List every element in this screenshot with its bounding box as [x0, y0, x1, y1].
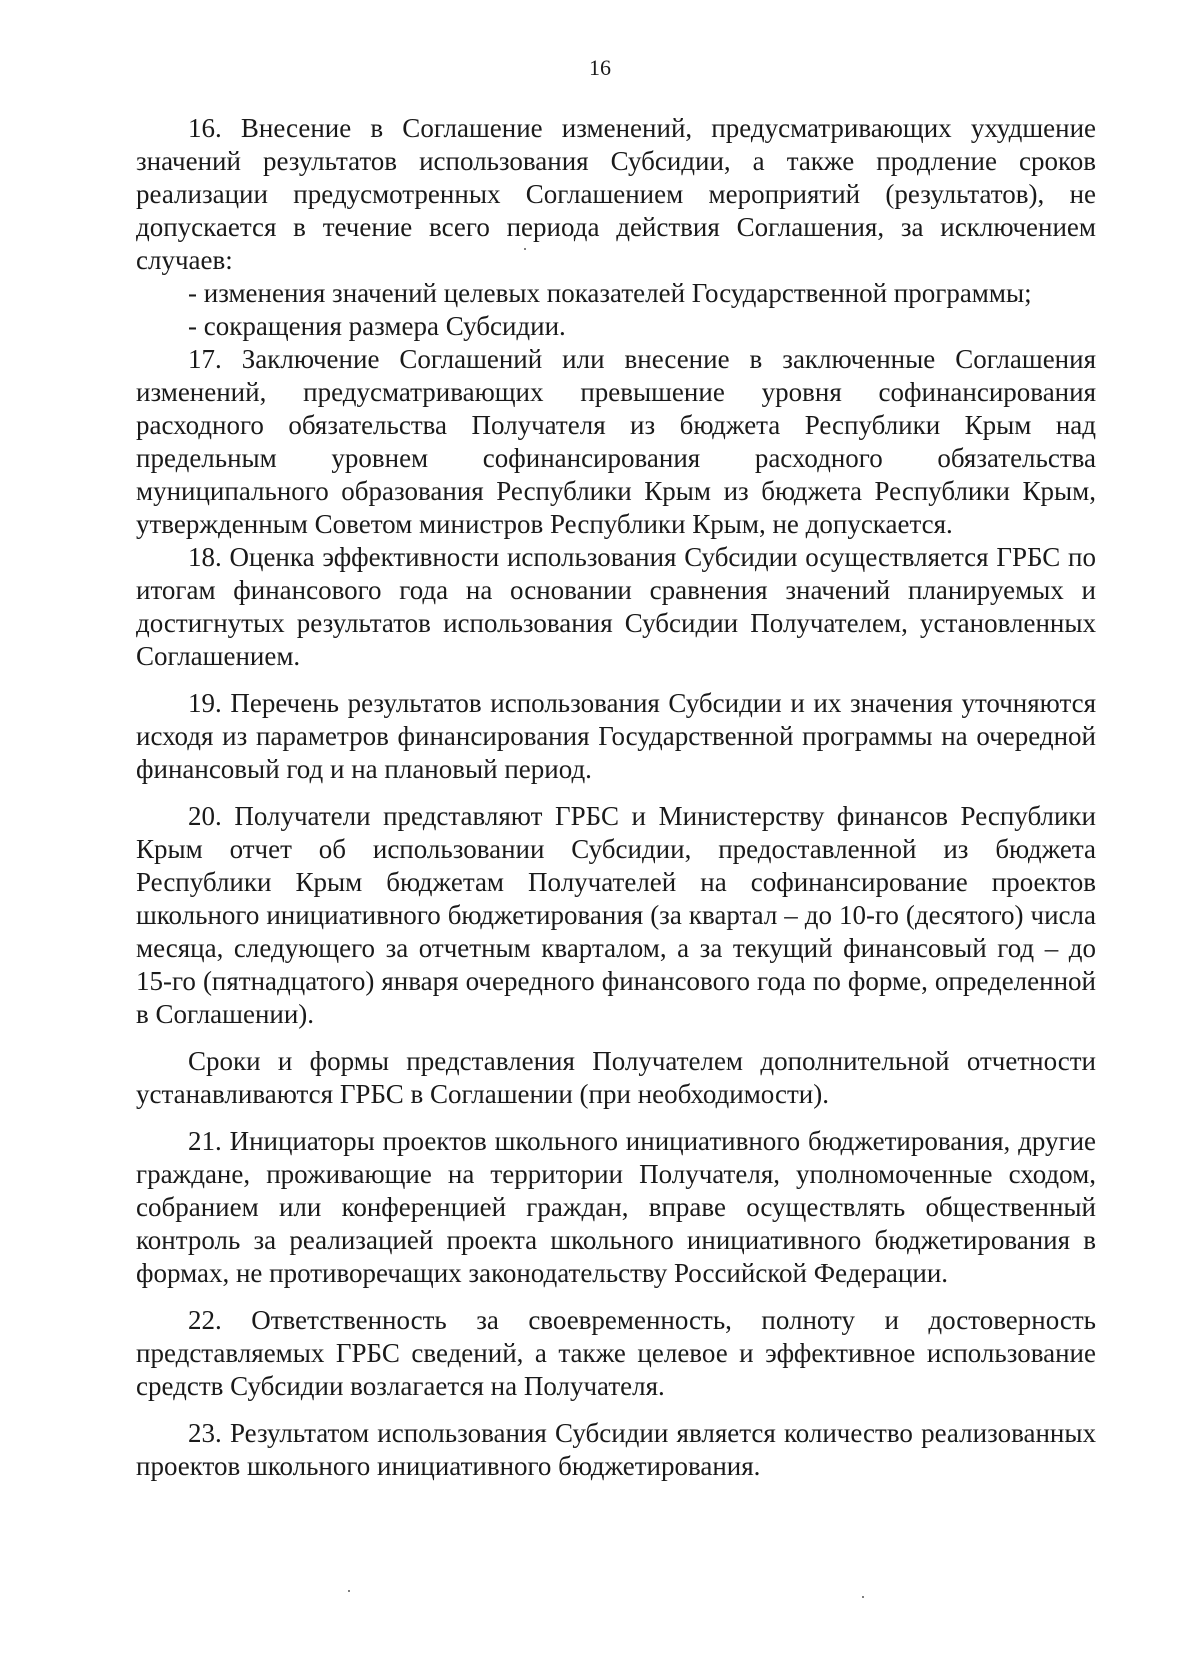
paragraph-23: 23. Результатом использования Субсидии является количество реализованных проектов школьного инициативного бюджетирования.	[136, 1418, 1096, 1481]
list-item-subsidy-reduction: - сокращения размера Субсидии.	[188, 311, 566, 341]
paragraph-20: 20. Получатели представляют ГРБС и Министерству финансов Республики Крым отчет об использовании Субсидии, предоставленной из бюджета Республики Крым бюджетам Получателей на софинансирование проектов школьного инициативного бюджетирования (за квартал – до 10-го (десятого) числа месяца, следующего за отчетным кварталом, а за текущий финансовый год – до 15-го (пятнадцатого) января очередного финансового года по форме, определенной в Соглашении).	[136, 801, 1096, 1029]
paragraph-21: 21. Инициаторы проектов школьного инициативного бюджетирования, другие граждане, проживающие на территории Получателя, уполномоченные сходом, собранием или конференцией граждан, вправе осуществлять общественный контроль за реализацией проекта школьного инициативного бюджетирования в формах, не противоречащих законодательству Российской Федерации.	[136, 1126, 1096, 1288]
list-item-target-indicators: - изменения значений целевых показателей Государственной программы;	[188, 278, 1032, 308]
paragraph-16: 16. Внесение в Соглашение изменений, предусматривающих ухудшение значений результатов использования Субсидии, а также продление сроков реализации предусмотренных Соглашением мероприятий (результатов), не допускается в течение всего периода действия Соглашения, за исключением случаев:	[136, 113, 1096, 275]
scan-speck	[862, 1596, 864, 1598]
document-body	[136, 112, 1096, 1483]
paragraph-19: 19. Перечень результатов использования Субсидии и их значения уточняются исходя из параметров финансирования Государственной программы на очередной финансовый год и на плановый период.	[136, 688, 1096, 784]
scan-speck	[348, 1590, 350, 1592]
paragraph-reporting-terms: Сроки и формы представления Получателем дополнительной отчетности устанавливаются ГРБС в Соглашении (при необходимости).	[136, 1046, 1096, 1109]
page-number: 16	[589, 55, 611, 80]
paragraph-18: 18. Оценка эффективности использования Субсидии осуществляется ГРБС по итогам финансового года на основании сравнения значений планируемых и достигнутых результатов использования Субсидии Получателем, установленных Соглашением.	[136, 542, 1096, 671]
scan-speck	[524, 248, 526, 250]
paragraph-22: 22. Ответственность за своевременность, полноту и достоверность представляемых ГРБС сведений, а также целевое и эффективное использование средств Субсидии возлагается на Получателя.	[136, 1305, 1096, 1401]
paragraph-17: 17. Заключение Соглашений или внесение в заключенные Соглашения изменений, предусматривающих превышение уровня софинансирования расходного обязательства Получателя из бюджета Республики Крым над предельным уровнем софинансирования расходного обязательства муниципального образования Республики Крым из бюджета Республики Крым, утвержденным Советом министров Республики Крым, не допускается.	[136, 344, 1096, 539]
